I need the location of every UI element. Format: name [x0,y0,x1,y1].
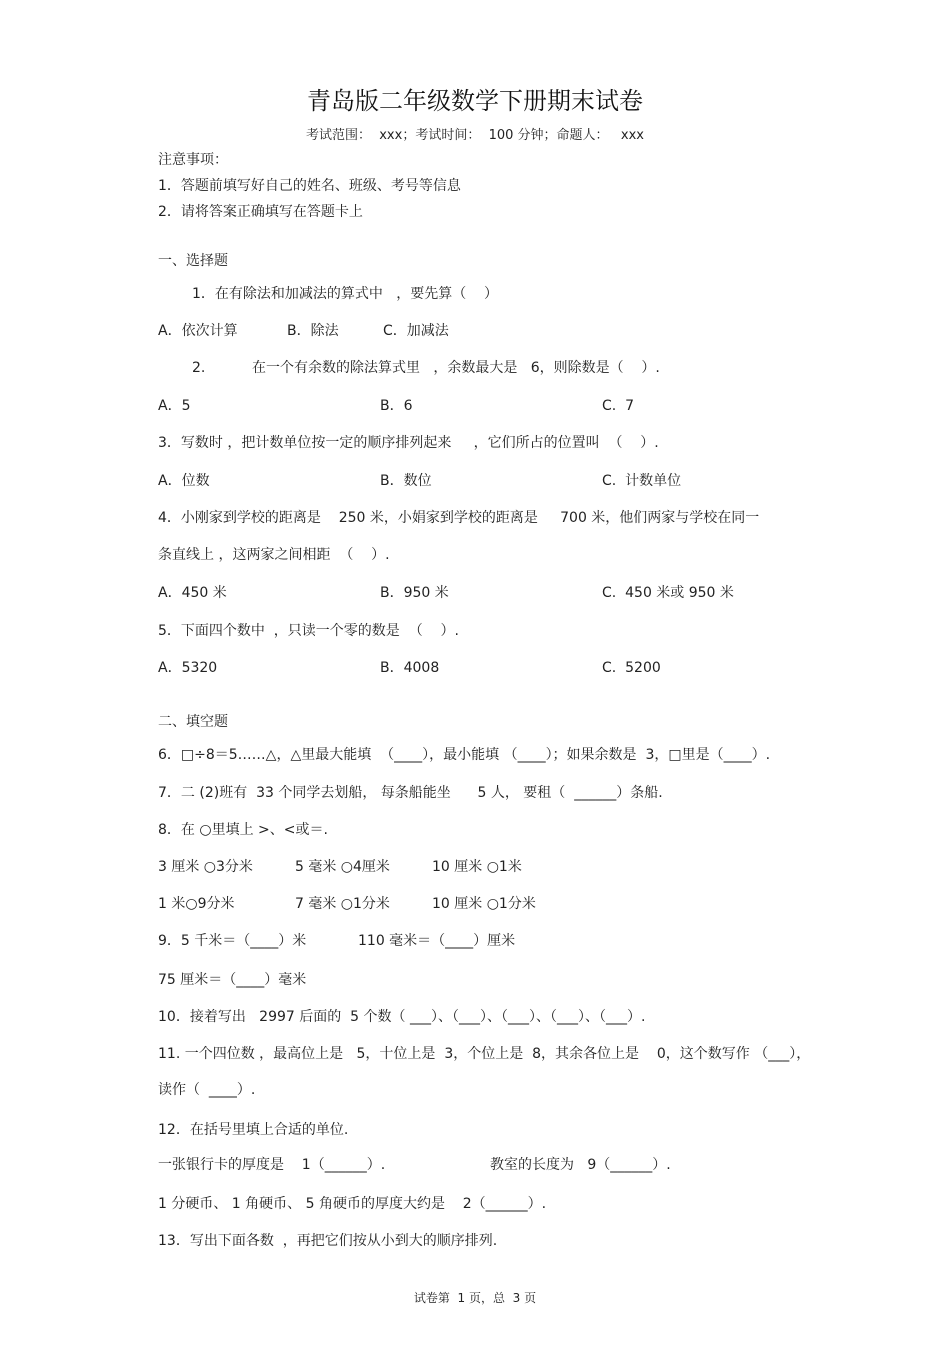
question-3: 3．写数时 ，把计数单位按一定的顺序排列起来 ，它们所占的位置叫 （ ）. [158,435,659,451]
option-b: B．950 米 [380,585,449,601]
option-b: B．4008 [380,660,440,676]
question-13: 13．写出下面各数 ，再把它们按从小到大的顺序排列. [158,1233,498,1249]
compare-item: 1 米○9分米 [158,896,235,912]
question-1: 1．在有除法和加减法的算式中 ，要先算（ ） [192,286,499,302]
notice-item: 1．答题前填写好自己的姓名、班级、考号等信息 [158,178,461,194]
question-11-line2: 读作（ ____）. [158,1082,256,1098]
page-footer: 试卷第 1 页，总 3 页 [413,1291,537,1305]
option-b: B．除法 [287,323,339,339]
exam-title: 青岛版二年级数学下册期末试卷 [307,87,643,115]
section-heading: 二、填空题 [158,714,228,730]
question-11-line1: 11. 一个四位数 ，最高位上是 5，十位上是 3，个位上是 8，其余各位上是 0，这个数写作 （___）， [158,1046,811,1062]
exam-info: 考试范围： xxx；考试时间： 100 分钟；命题人： xxx [305,128,645,143]
compare-item: 10 厘米 ○1分米 [432,896,536,912]
question-5: 5．下面四个数中 ，只读一个零的数是 （ ）. [158,623,459,639]
question-12: 12．在括号里填上合适的单位. [158,1122,349,1138]
question-7: 7．二 (2)班有 33 个同学去划船， 每条船能坐 5 人， 要租（ ______）条船. [158,785,663,801]
compare-item: 7 毫米 ○1分米 [295,896,390,912]
option-c: C. 5200 [602,660,661,676]
question-12b: 教室的长度为 9（______）. [490,1157,671,1173]
compare-item: 3 厘米 ○3分米 [158,859,253,875]
question-9b: 110 毫米＝（____）厘米 [358,933,516,949]
option-b: B．6 [380,398,413,414]
question-9a: 9．5 千米＝（____）米 [158,933,307,949]
question-9c: 75 厘米＝（____）毫米 [158,972,307,988]
option-c: C. 7 [602,398,635,414]
question-2: 在一个有余数的除法算式里 ，余数最大是 6，则除数是（ ）. [252,360,660,376]
question-10: 10．接着写出 2997 后面的 5 个数（ ___）、（___）、（___）、（___）、（___）. [158,1009,646,1025]
option-c: C. 450 米或 950 米 [602,585,734,601]
notice-heading: 注意事项： [158,152,228,168]
compare-item: 5 毫米 ○4厘米 [295,859,390,875]
option-a: A．5320 [158,660,218,676]
question-4-line2: 条直线上 ，这两家之间相距 （ ）. [158,547,390,563]
question-12c: 1 分硬币、 1 角硬币、 5 角硬币的厚度大约是 2（______）. [158,1196,547,1212]
question-4-line1: 4．小刚家到学校的距离是 250 米，小娟家到学校的距离是 700 米，他们两家与学校在同一 [158,510,760,526]
option-a: A．位数 [158,473,210,489]
section-heading: 一、选择题 [158,253,228,269]
compare-item: 10 厘米 ○1米 [432,859,522,875]
option-a: A．450 米 [158,585,227,601]
question-12a: 一张银行卡的厚度是 1（______）. [158,1157,386,1173]
question-8: 8．在 ○里填上 >、<或＝. [158,822,328,838]
option-c: C. 计数单位 [602,473,682,489]
option-b: B．数位 [380,473,432,489]
notice-item: 2．请将答案正确填写在答题卡上 [158,204,363,220]
question-6: 6．□÷8＝5……△，△里最大能填 （____），最小能填 （____）；如果余数是 3，□里是（____）. [158,747,771,763]
option-a: A．5 [158,398,191,414]
option-c: C．加减法 [383,323,449,339]
question-2-number: 2. [192,360,206,376]
option-a: A．依次计算 [158,323,238,339]
